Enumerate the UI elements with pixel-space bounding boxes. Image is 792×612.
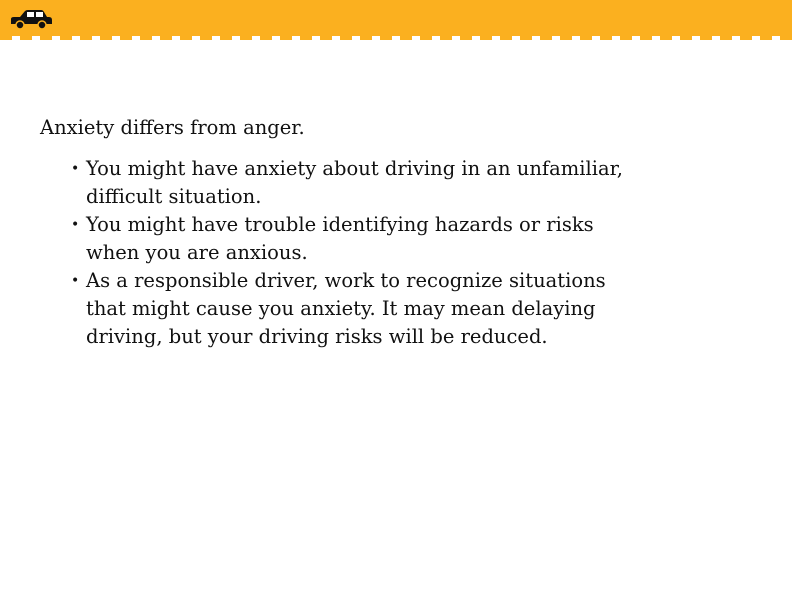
top-banner: [0, 0, 792, 36]
lead-text: Anxiety differs from anger.: [40, 116, 305, 139]
slide-content: [40, 114, 660, 351]
bullet-text: As a responsible driver, work to recognize situations that might cause you anxiety. It may mean delaying driving, but your driving risks will be reduced.: [86, 269, 606, 348]
bullet-text: You might have anxiety about driving in an unfamiliar, difficult situation.: [86, 157, 623, 208]
list-item: [40, 267, 626, 351]
bullet-list: [40, 155, 660, 351]
car-icon: [9, 8, 53, 30]
bullet-marker: •: [71, 217, 80, 233]
list-item: [40, 155, 626, 211]
banner-dashed-edge: [0, 36, 792, 40]
bullet-marker: •: [71, 161, 80, 177]
bullet-marker: •: [71, 273, 80, 289]
bullet-text: You might have trouble identifying hazards or risks when you are anxious.: [86, 213, 594, 264]
list-item: [40, 211, 626, 267]
